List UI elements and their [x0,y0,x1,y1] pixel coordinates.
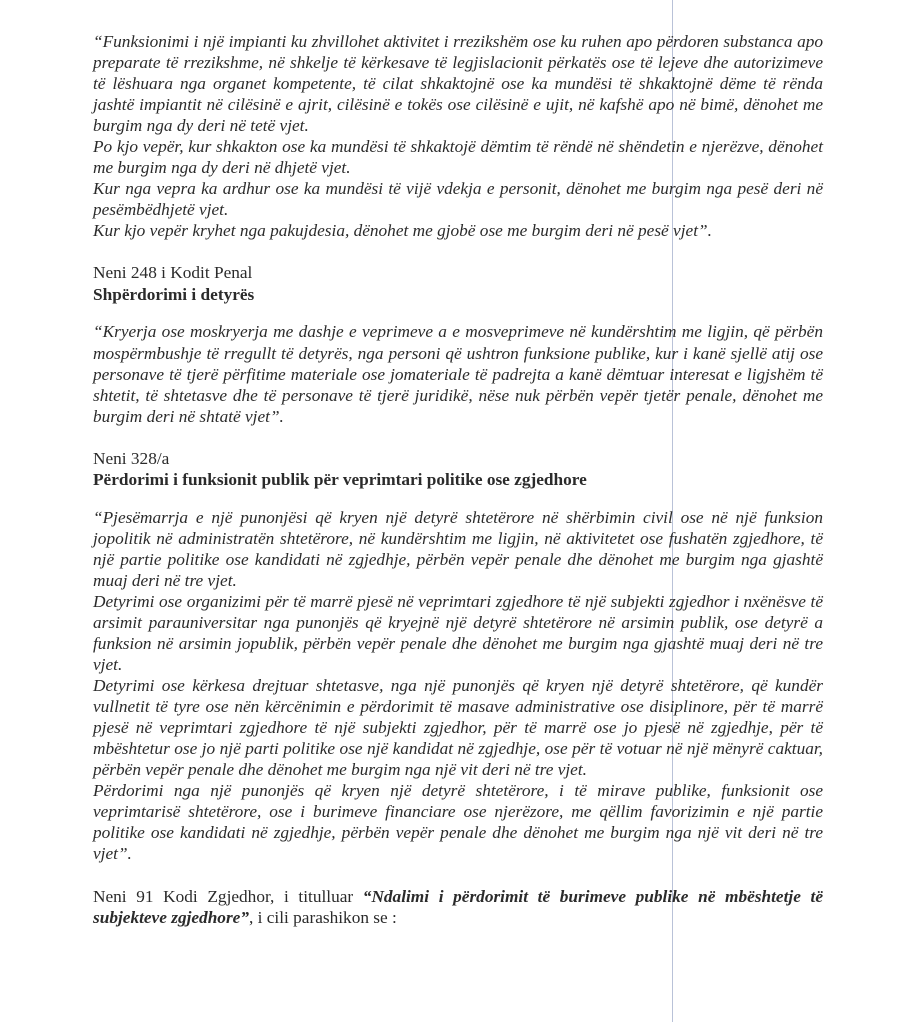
quote-block-article-201 [93,31,823,241]
quote-paragraph: Përdorimi nga një punonjës që kryen një detyrë shtetërore, i të mirave publike, funksionit ose veprimtarisë shtetërore, ose i burimeve financiare ose njerëzore, me qëllim favorizimin e një partie politike ose kandidati në zgjedhje, përbën vepër penale dhe dënohet me burgim nga një vit deri në tre vjet”. [93,781,823,864]
section-article-328a [93,448,823,865]
article-title: Përdorimi i funksionit publik për veprimtari politike ose zgjedhore [93,470,587,490]
quote-paragraph: “Kryerja ose moskryerja me dashje e veprimeve a e mosveprimeve në kundërshtim me ligjin, që përbën mospërmbushje të rregullt të detyrës, nga personi që ushtron funksione publike, kur i kanë sjellë atij ose personave të tjerë përfitime materiale ose jomateriale të padrejta a kanë dëmtuar interesat e ligjshëm të shtetit, të shtetasve dhe të personave të tjerë juridikë, nëse nuk përbën vepër tjetër penale, dënohet me burgim deri në shtatë vjet”. [93,322,823,426]
section-article-248 [93,262,823,426]
quote-paragraph: “Funksionimi i një impianti ku zhvillohet aktivitet i rrezikshëm ose ku ruhen apo përdoren substanca apo preparate të rrezikshme, në shkelje të kërkesave të legjislacionit përkatës ose të lejeve dhe autorizimeve të lëshuara nga organet kompetente, të cilat shkaktojnë ose ka mundësi të shkaktojnë dëme të rënda jashtë impiantit në cilësinë e ajrit, cilësinë e tokës ose cilësinë e ujit, në kafshë apo në bimë, dënohet me burgim nga dy deri në tetë vjet. [93,32,823,136]
article-91-tail: , i cili parashikon se : [249,907,397,927]
quote-paragraph: Kur kjo vepër kryhet nga pakujdesia, dënohet me gjobë ose me burgim deri në pesë vjet”. [93,221,712,241]
document-page [93,31,823,928]
quote-paragraph: “Pjesëmarrja e një punonjësi që kryen një detyrë shtetërore në shërbimin civil ose në një funksion jopolitik në administratën shtetërore, në kundërshtim me ligjin, në aktivitetet ose fushatën zgjedhore, të një partie politike ose kandidati në zgjedhje, përbën vepër penale dhe dënohet me burgim nga gjashtë muaj deri në tre vjet. [93,507,823,590]
article-91-intro [93,886,823,928]
article-reference: Neni 328/a [93,448,170,468]
article-91-lead: Neni 91 Kodi Zgjedhor, i titulluar [93,886,363,906]
quote-paragraph: Detyrimi ose kërkesa drejtuar shtetasve, nga një punonjës që kryen një detyrë shtetërore, që kundër vullnetit të tyre ose nën kërcënimin e përdorimit të masave administrative ose disiplinore, për të marrë pjesë në veprimtari zgjedhore të një subjekti zgjedhor, për të marrë ose jo pjesë në zgjedhje, për të mbështetur ose jo një parti politike ose një kandidat në zgjedhje, ose për të votuar në një mënyrë caktuar, përbën vepër penale dhe dënohet me burgim nga një vit deri në tre vjet. [93,676,823,780]
quote-paragraph: Kur nga vepra ka ardhur ose ka mundësi të vijë vdekja e personit, dënohet me burgim nga pesë deri në pesëmbëdhjetë vjet. [93,179,823,220]
article-reference: Neni 248 i Kodit Penal [93,263,253,283]
article-91-title: “Ndalimi i përdorimit të burimeve publike në mbështetje të subjekteve zgjedhore” [93,886,823,927]
article-title: Shpërdorimi i detyrës [93,284,255,304]
quote-paragraph: Detyrimi ose organizimi për të marrë pjesë në veprimtari zgjedhore të një subjekti zgjedhor i nxënësve të arsimit parauniversitar nga punonjës që kryejnë një detyrë shtetërore në arsimin publik, ose detyrë a funksion në arsimin jopublik, përbën vepër penale dhe dënohet me burgim nga gjashtë muaj deri në tre vjet. [93,591,823,675]
quote-paragraph: Po kjo vepër, kur shkakton ose ka mundësi të shkaktojë dëmtim të rëndë në shëndetin e njerëzve, dënohet me burgim nga dy deri në dhjetë vjet. [93,137,823,178]
